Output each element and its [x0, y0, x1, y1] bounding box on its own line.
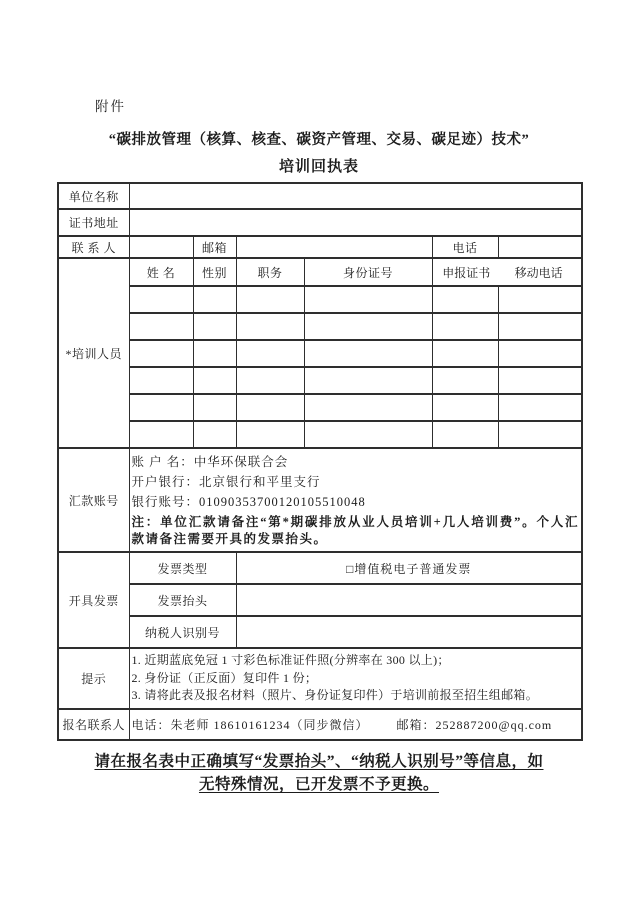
- trainee-header-gender: 性别: [193, 258, 236, 286]
- unit-name-label: 单位名称: [58, 183, 129, 209]
- tip-item-3: 3. 请将此表及报名材料（照片、身份证复印件）于培训前报至招生组邮箱。: [131, 688, 539, 703]
- document-content: [57, 0, 581, 796]
- invoice-title-row: [58, 584, 582, 616]
- attachment-label: 附件: [95, 99, 126, 114]
- invoice-type-text: 增值税电子普通发票: [354, 561, 472, 576]
- trainee-header-cert-mobile-cell: [432, 258, 582, 286]
- registration-form-table: [57, 182, 583, 741]
- trainee-cell: [432, 394, 498, 421]
- trainees-header-row: [58, 258, 582, 286]
- invoice-type-label: 发票类型: [129, 552, 236, 584]
- tip-item-2: 2. 身份证（正反面）复印件 1 份；: [131, 670, 318, 685]
- trainee-cell: [498, 313, 582, 340]
- trainee-cell: [304, 421, 432, 448]
- signup-contact-cell: [129, 709, 582, 740]
- trainee-cell: [129, 367, 193, 394]
- trainee-cell: [498, 394, 582, 421]
- remittance-account-number: 银行账号：01090353700120105510048: [131, 495, 366, 509]
- contact-email-label: 邮箱: [193, 236, 236, 258]
- unit-name-value-cell: [129, 183, 582, 209]
- invoice-section-label: 开具发票: [58, 552, 129, 648]
- trainee-cell: [129, 340, 193, 367]
- tips-section-label: 提示: [58, 648, 129, 709]
- contact-person-label: 联 系 人: [58, 236, 129, 258]
- trainee-cell: [129, 421, 193, 448]
- trainee-cell: [304, 367, 432, 394]
- trainee-header-certificate: 申报证书: [442, 265, 491, 280]
- signup-contact-label: 报名联系人: [58, 709, 129, 740]
- unit-name-row: [58, 183, 582, 209]
- tips-row: [58, 648, 582, 709]
- remittance-note: 注：单位汇款请备注“第*期碳排放从业人员培训+几人培训费”。个人汇款请备注需要开具的发票抬头。: [131, 515, 580, 546]
- invoice-taxid-value-cell: [236, 616, 582, 648]
- trainee-cell: [236, 340, 304, 367]
- trainee-row-1: [58, 286, 582, 313]
- trainee-header-mobile: 移动电话: [514, 265, 563, 280]
- contact-row: [58, 236, 582, 258]
- document-title: “碳排放管理（核算、核查、碳资产管理、交易、碳足迹）技术”: [108, 132, 530, 148]
- trainee-cell: [236, 421, 304, 448]
- trainee-cell: [304, 286, 432, 313]
- signup-email: 邮箱：252887200@qq.com: [396, 718, 553, 732]
- trainee-header-name: 姓 名: [129, 258, 193, 286]
- signup-contact-row: [58, 709, 582, 740]
- cert-address-row: [58, 209, 582, 236]
- document-subtitle: 培训回执表: [278, 159, 359, 175]
- trainee-cell: [193, 421, 236, 448]
- trainee-row-3: [58, 340, 582, 367]
- trainee-header-id-number: 身份证号: [304, 258, 432, 286]
- remittance-section-label: 汇款账号: [58, 448, 129, 552]
- trainee-row-6: [58, 421, 582, 448]
- footer-warning-line1: 请在报名表中正确填写“发票抬头”、“纳税人识别号”等信息，如: [94, 753, 544, 770]
- invoice-type-row: [58, 552, 582, 584]
- trainee-cell: [432, 313, 498, 340]
- trainee-cell: [193, 340, 236, 367]
- footer-warning: [57, 750, 581, 796]
- trainee-cell: [498, 340, 582, 367]
- trainee-row-5: [58, 394, 582, 421]
- trainee-row-2: [58, 313, 582, 340]
- remittance-account-name: 账 户 名：中华环保联合会: [131, 455, 289, 469]
- trainee-cell: [432, 340, 498, 367]
- trainee-cell: [432, 286, 498, 313]
- invoice-taxid-row: [58, 616, 582, 648]
- trainee-cell: [304, 340, 432, 367]
- trainee-cell: [193, 394, 236, 421]
- trainee-cell: [193, 367, 236, 394]
- trainee-cell: [193, 313, 236, 340]
- trainee-cell: [236, 367, 304, 394]
- trainee-cell: [236, 313, 304, 340]
- tips-content-cell: [129, 648, 582, 709]
- contact-phone-value-cell: [498, 236, 582, 258]
- remittance-row: [58, 448, 582, 552]
- remittance-bank: 开户银行：北京银行和平里支行: [131, 475, 321, 489]
- trainee-cell: [236, 286, 304, 313]
- cert-address-label: 证书地址: [58, 209, 129, 236]
- trainee-cell: [304, 313, 432, 340]
- trainee-cell: [498, 286, 582, 313]
- contact-phone-label: 电话: [432, 236, 498, 258]
- checkbox-icon: □: [346, 561, 355, 576]
- footer-warning-line2: 无特殊情况，已开发票不予更换。: [198, 776, 439, 793]
- contact-person-value-cell: [129, 236, 193, 258]
- trainee-cell: [432, 367, 498, 394]
- signup-phone: 电话：朱老师 18610161234（同步微信）: [131, 718, 369, 732]
- invoice-title-label: 发票抬头: [129, 584, 236, 616]
- contact-email-value-cell: [236, 236, 432, 258]
- invoice-title-value-cell: [236, 584, 582, 616]
- remittance-details-cell: [129, 448, 582, 552]
- trainee-cell: [129, 394, 193, 421]
- invoice-type-value-cell: [236, 552, 582, 584]
- trainee-cell: [304, 394, 432, 421]
- trainee-cell: [498, 421, 582, 448]
- trainee-cell: [432, 421, 498, 448]
- trainee-row-4: [58, 367, 582, 394]
- invoice-taxid-label: 纳税人识别号: [129, 616, 236, 648]
- trainee-cell: [129, 286, 193, 313]
- trainee-cell: [236, 394, 304, 421]
- trainees-section-label: *培训人员: [58, 258, 129, 448]
- cert-address-value-cell: [129, 209, 582, 236]
- tip-item-1: 1. 近期蓝底免冠 1 寸彩色标准证件照(分辨率在 300 以上)；: [131, 653, 450, 668]
- trainee-cell: [498, 367, 582, 394]
- trainee-cell: [129, 313, 193, 340]
- trainee-cell: [193, 286, 236, 313]
- trainee-header-position: 职务: [236, 258, 304, 286]
